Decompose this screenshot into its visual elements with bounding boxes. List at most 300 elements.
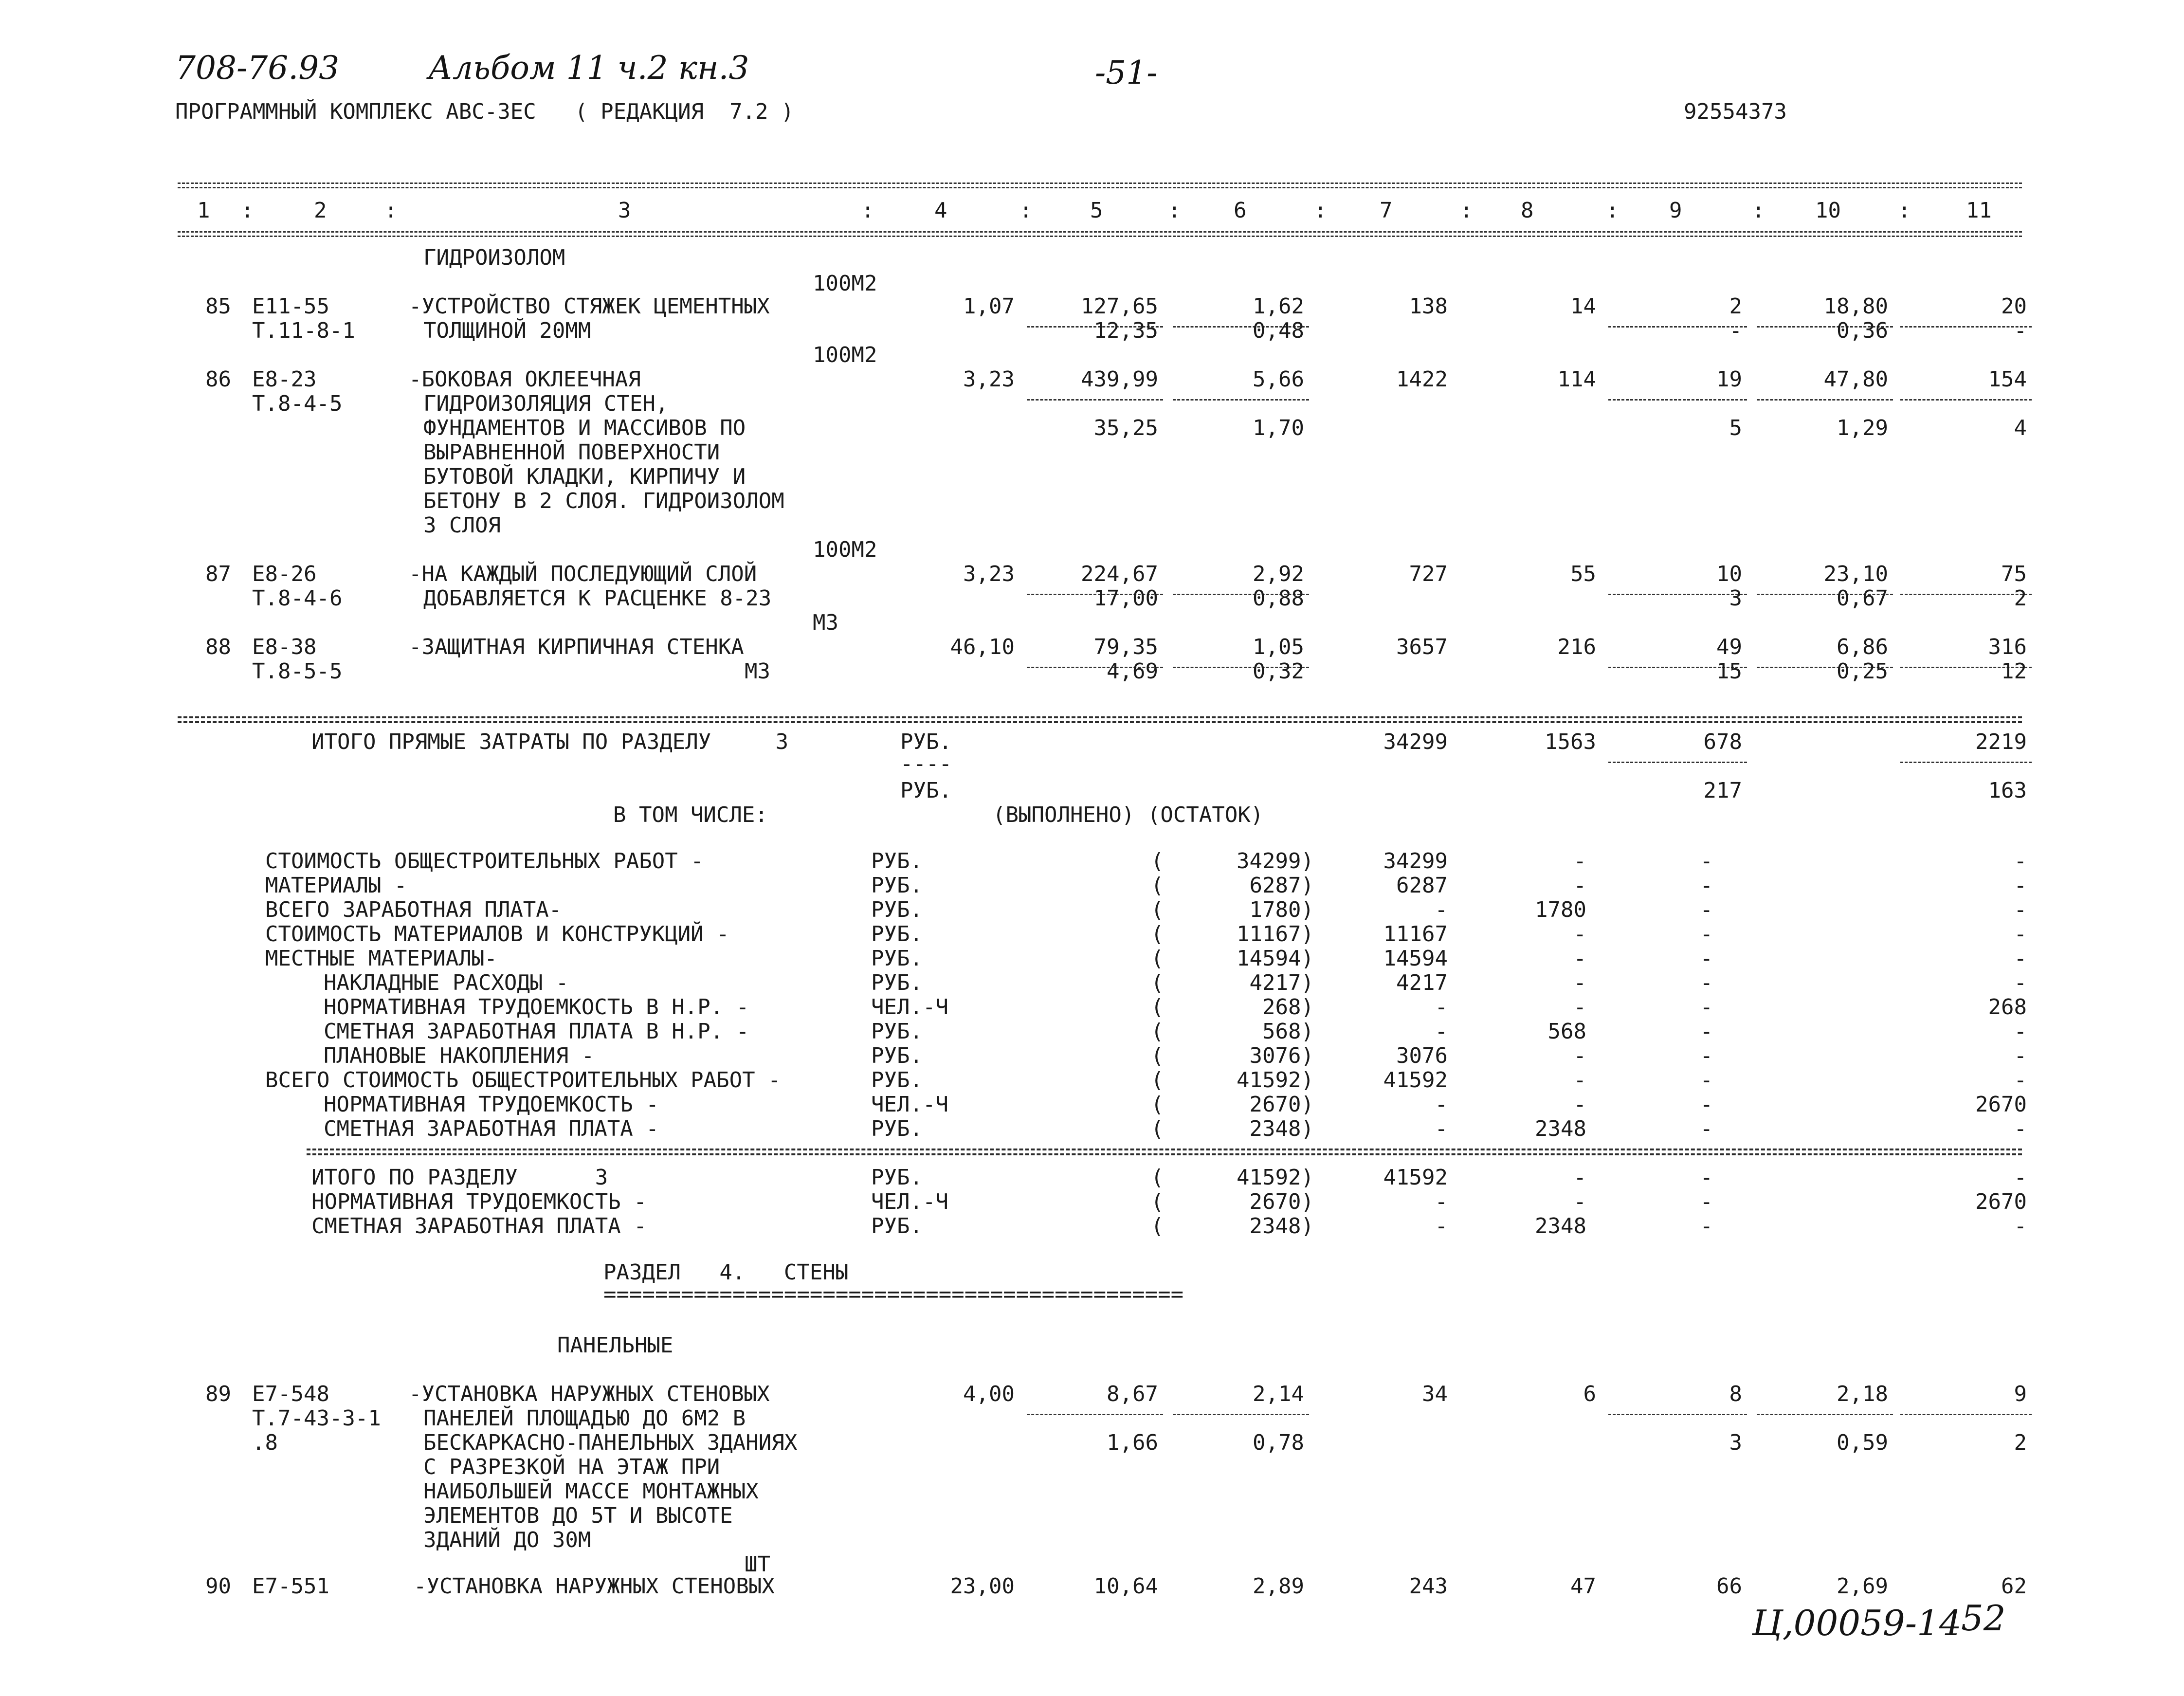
cell-c7: - (1435, 897, 1448, 922)
cell-c11: - (2014, 873, 2027, 898)
cell-c9: - (1700, 922, 1713, 947)
desc-line: ПАНЕЛЕЙ ПЛОЩАДЬЮ ДО 6М2 В (423, 1406, 746, 1431)
column-number: 11 (1966, 198, 1992, 223)
cell-c9: 66 (1716, 1574, 1742, 1599)
sub-rule (1757, 1414, 1893, 1415)
cell-c11: - (2014, 1019, 2027, 1044)
item-ref: Т.11-8-1 (252, 318, 355, 343)
item-ref: .8 (252, 1430, 278, 1455)
cell-c10: 47,80 (1823, 367, 1888, 392)
summary-unit: РУБ. (871, 970, 923, 995)
cell-c9: - (1700, 849, 1713, 874)
unit-label: 100М2 (813, 271, 877, 296)
summary-unit: ЧЕЛ.-Ч (871, 1092, 948, 1117)
cell-c5b: 4,69 (1107, 659, 1158, 684)
column-separator: : (1314, 198, 1327, 223)
column-number: 10 (1815, 198, 1841, 223)
paren: ( (1151, 873, 1164, 898)
desc-line: -УСТАНОВКА НАРУЖНЫХ СТЕНОВЫХ (414, 1574, 775, 1599)
cell-c11: 268 (1988, 995, 2027, 1020)
cell-c7: - (1435, 1189, 1448, 1214)
cell-c6b: 0,32 (1253, 659, 1304, 684)
cell-c8: 47 (1570, 1574, 1596, 1599)
summary-label: СМЕТНАЯ ЗАРАБОТНАЯ ПЛАТА В Н.Р. - (324, 1019, 749, 1044)
cell-c10b: 1,29 (1837, 416, 1888, 440)
column-separator: : (241, 198, 254, 223)
summary-label: СМЕТНАЯ ЗАРАБОТНАЯ ПЛАТА - (311, 1214, 647, 1239)
summary-done: 11167) (1237, 922, 1314, 947)
summary-unit: ЧЕЛ.-Ч (871, 1189, 948, 1214)
cell-c11: - (2014, 897, 2027, 922)
cell-c11: - (2014, 1068, 2027, 1093)
paren: ( (1151, 849, 1164, 874)
desc-line: -УСТРОЙСТВО СТЯЖЕК ЦЕМЕНТНЫХ (409, 294, 770, 319)
cell-c6b: 0,48 (1253, 318, 1304, 343)
cell-c5: 10,64 (1093, 1574, 1158, 1599)
cell-c6: 2,92 (1253, 562, 1304, 586)
program-title: ПРОГРАММНЫЙ КОМПЛЕКС АВС-3ЕС ( РЕДАКЦИЯ 7.2 ) (175, 99, 794, 124)
cell-c8: 1780 (1535, 897, 1586, 922)
cell-c6: 1,05 (1253, 635, 1304, 659)
cell-qty: 4,00 (963, 1382, 1015, 1406)
summary-label: НОРМАТИВНАЯ ТРУДОЕМКОСТЬ В Н.Р. - (324, 995, 749, 1020)
cell-c9: 19 (1716, 367, 1742, 392)
header-bottom-rule (178, 231, 2022, 237)
summary-done: 268) (1262, 995, 1314, 1020)
cell-c10: 23,10 (1823, 562, 1888, 586)
summary-done: 6287) (1249, 873, 1314, 898)
cell-qty: 1,07 (963, 294, 1015, 319)
summary-label: ВСЕГО СТОИМОСТЬ ОБЩЕСТРОИТЕЛЬНЫХ РАБОТ - (265, 1068, 781, 1093)
column-number: 2 (314, 198, 327, 223)
handwritten-stamp: Ц,00059-14 (1752, 1603, 1962, 1643)
column-separator: : (1168, 198, 1181, 223)
paren: ( (1151, 1116, 1164, 1141)
summary-label: МЕСТНЫЕ МАТЕРИАЛЫ- (265, 946, 497, 971)
cell-c7: - (1435, 995, 1448, 1020)
summary-unit: РУБ. (871, 922, 923, 947)
cell-c11: 2670 (1975, 1189, 2027, 1214)
cell-qty: 3,23 (963, 367, 1015, 392)
column-number: 5 (1090, 198, 1103, 223)
unit-label: 100М2 (813, 343, 877, 367)
cell-c8: 114 (1557, 367, 1596, 392)
desc-line: ТОЛЩИНОЙ 20ММ (423, 318, 591, 343)
cell-c9: - (1700, 1019, 1713, 1044)
summary-unit: РУБ. (871, 1068, 923, 1093)
summary-label: СТОИМОСТЬ ОБЩЕСТРОИТЕЛЬНЫХ РАБОТ - (265, 849, 704, 874)
cell-c5b: 12,35 (1093, 318, 1158, 343)
cell-c10b: 0,59 (1837, 1430, 1888, 1455)
column-separator: : (1019, 198, 1033, 223)
cell-c9: - (1700, 873, 1713, 898)
cell-c9b: 3 (1729, 1430, 1742, 1455)
desc-line: -ЗАЩИТНАЯ КИРПИЧНАЯ СТЕНКА (409, 635, 744, 659)
cell-c7: 11167 (1383, 922, 1448, 947)
desc-line: БЕСКАРКАСНО-ПАНЕЛЬНЫХ ЗДАНИЯХ (423, 1430, 798, 1455)
cell-c9b: 5 (1729, 416, 1742, 440)
summary-done: 2348) (1249, 1116, 1314, 1141)
cell-c11: 75 (2001, 562, 2027, 586)
cell-c8: - (1573, 995, 1586, 1020)
desc-line: 3 СЛОЯ (423, 513, 501, 538)
column-separator: : (861, 198, 874, 223)
summary-label: ВСЕГО ЗАРАБОТНАЯ ПЛАТА- (265, 897, 562, 922)
cell-c11: 316 (1988, 635, 2027, 659)
cell-c8: 216 (1557, 635, 1596, 659)
column-separator: : (384, 198, 398, 223)
sub-rule (1608, 594, 1747, 595)
summary-unit: РУБ. (871, 873, 923, 898)
unit-label: М3 (813, 610, 838, 635)
total-direct-label: ИТОГО ПРЯМЫЕ ЗАТРАТЫ ПО РАЗДЕЛУ 3 (311, 729, 789, 754)
cell-c11b: 163 (1988, 778, 2027, 803)
item-code: Е8-26 (252, 562, 317, 586)
cell-c11: 62 (2001, 1574, 2027, 1599)
cell-c7: 6287 (1396, 873, 1448, 898)
desc-line: ВЫРАВНЕННОЙ ПОВЕРХНОСТИ (423, 440, 720, 465)
cell-c8: 2348 (1535, 1214, 1586, 1239)
subsection-title: ПАНЕЛЬНЫЕ (557, 1333, 673, 1358)
cell-c6: 5,66 (1253, 367, 1304, 392)
item-number: 89 (205, 1382, 231, 1406)
paren: ( (1151, 946, 1164, 971)
cell-c8: 55 (1570, 562, 1596, 586)
cell-c8: - (1573, 1189, 1586, 1214)
item-number: 87 (205, 562, 231, 586)
sub-rule (1027, 399, 1163, 401)
item-code: Е11-55 (252, 294, 329, 319)
cell-c8: 2348 (1535, 1116, 1586, 1141)
summary-label: НАКЛАДНЫЕ РАСХОДЫ - (324, 970, 569, 995)
column-separator: : (1606, 198, 1619, 223)
cell-c7: 34299 (1383, 849, 1448, 874)
sub-rule (1608, 762, 1747, 763)
cell-c8: - (1573, 873, 1586, 898)
sub-rule (1757, 399, 1893, 401)
unit-label: ШТ (745, 1552, 770, 1577)
document-number: 92554373 (1684, 99, 1787, 124)
column-number: 1 (197, 198, 210, 223)
cell-c5: 224,67 (1081, 562, 1158, 586)
item-ref: Т.8-5-5 (252, 659, 343, 684)
paren: ( (1151, 1189, 1164, 1214)
cell-c9: - (1700, 1068, 1713, 1093)
cell-c5b: 35,25 (1093, 416, 1158, 440)
summary-label: НОРМАТИВНАЯ ТРУДОЕМКОСТЬ - (324, 1092, 659, 1117)
cell-c7: 727 (1409, 562, 1448, 586)
desc-line: БУТОВОЙ КЛАДКИ, КИРПИЧУ И (423, 464, 746, 489)
cell-c9: 49 (1716, 635, 1742, 659)
cell-c6: 1,62 (1253, 294, 1304, 319)
summary-unit: РУБ. (871, 849, 923, 874)
column-separator: : (1752, 198, 1765, 223)
desc-line: -УСТАНОВКА НАРУЖНЫХ СТЕНОВЫХ (409, 1382, 770, 1406)
cell-c7: - (1435, 1019, 1448, 1044)
paren: ( (1151, 995, 1164, 1020)
cell-c10: 18,80 (1823, 294, 1888, 319)
summary-label: ПЛАНОВЫЕ НАКОПЛЕНИЯ - (324, 1043, 595, 1068)
cell-qty: 23,00 (950, 1574, 1015, 1599)
cell-c8: 1563 (1545, 729, 1596, 754)
section-title: РАЗДЕЛ 4. СТЕНЫ (603, 1260, 849, 1285)
summary-unit: РУБ. (871, 1116, 923, 1141)
desc-line: НАИБОЛЬШЕЙ МАССЕ МОНТАЖНЫХ (423, 1479, 759, 1504)
desc-line: С РАЗРЕЗКОЙ НА ЭТАЖ ПРИ (423, 1455, 720, 1479)
cell-c11: - (2014, 849, 2027, 874)
desc-line: ЗДАНИЙ ДО 30М (423, 1528, 591, 1552)
section-rule (178, 721, 2022, 723)
cell-c11: - (2014, 970, 2027, 995)
cell-c10: 6,86 (1837, 635, 1888, 659)
summary-done: 41592) (1237, 1165, 1314, 1190)
item-code: Е7-548 (252, 1382, 329, 1406)
cell-c9: - (1700, 1214, 1713, 1239)
section-rule (307, 1149, 2022, 1150)
summary-done: 568) (1262, 1019, 1314, 1044)
cell-c9: - (1700, 970, 1713, 995)
cell-c9: 2 (1729, 294, 1742, 319)
paren: ( (1151, 922, 1164, 947)
summary-unit: РУБ. (871, 1214, 923, 1239)
cell-c7: - (1435, 1214, 1448, 1239)
cell-c11b: 2 (2014, 1430, 2027, 1455)
cell-c7: 243 (1409, 1574, 1448, 1599)
cell-c5b: 1,66 (1107, 1430, 1158, 1455)
cell-c6: 2,14 (1253, 1382, 1304, 1406)
cell-c7: 34 (1422, 1382, 1448, 1406)
summary-unit: РУБ. (871, 1019, 923, 1044)
cell-c7: 1422 (1396, 367, 1448, 392)
cell-c10b: 0,25 (1837, 659, 1888, 684)
summary-done: 34299) (1237, 849, 1314, 874)
desc-line: ГИДРОИЗОЛОМ (423, 245, 565, 270)
column-separator: : (1460, 198, 1473, 223)
summary-unit: РУБ. (871, 1165, 923, 1190)
column-number: 9 (1669, 198, 1682, 223)
sub-rule (1608, 326, 1747, 328)
sub-rule (1173, 399, 1309, 401)
cell-c11: 9 (2014, 1382, 2027, 1406)
paren: ( (1151, 897, 1164, 922)
cell-c11b: 2 (2014, 586, 2027, 611)
cell-c8: - (1573, 970, 1586, 995)
cell-c7: 138 (1409, 294, 1448, 319)
unit-dash: ---- (900, 751, 952, 776)
paren: ( (1151, 1043, 1164, 1068)
item-number: 88 (205, 635, 231, 659)
cell-c11: 2219 (1975, 729, 2027, 754)
item-ref: Т.8-4-5 (252, 391, 343, 416)
item-code: Е7-551 (252, 1574, 329, 1599)
cell-c11b: 12 (2001, 659, 2027, 684)
cell-c8: - (1573, 946, 1586, 971)
cell-c11: - (2014, 1214, 2027, 1239)
cell-c9: - (1700, 1189, 1713, 1214)
cell-c11: - (2014, 1043, 2027, 1068)
cell-c11b: 4 (2014, 416, 2027, 440)
summary-unit: ЧЕЛ.-Ч (871, 995, 948, 1020)
summary-label: ИТОГО ПО РАЗДЕЛУ 3 (311, 1165, 608, 1190)
section-rule (178, 716, 2022, 718)
paren: ( (1151, 1019, 1164, 1044)
cell-c11: - (2014, 922, 2027, 947)
paren: ( (1151, 970, 1164, 995)
sub-rule (1900, 1414, 2032, 1415)
cell-c8: - (1573, 849, 1586, 874)
cell-c9b: - (1729, 318, 1742, 343)
cell-c10: 2,18 (1837, 1382, 1888, 1406)
incl-label: В ТОМ ЧИСЛЕ: (613, 802, 768, 827)
cell-c10b: 0,67 (1837, 586, 1888, 611)
sub-rule (1900, 762, 2032, 763)
unit-label: М3 (745, 659, 770, 684)
cell-c11: 154 (1988, 367, 2027, 392)
summary-unit: РУБ. (871, 897, 923, 922)
cell-c5: 79,35 (1093, 635, 1158, 659)
cell-c9: - (1700, 1116, 1713, 1141)
cell-c8: - (1573, 922, 1586, 947)
unit: РУБ. (900, 778, 952, 803)
item-number: 86 (205, 367, 231, 392)
item-ref: Т.8-4-6 (252, 586, 343, 611)
section-underline: ============================================= (603, 1282, 1184, 1307)
handwritten-page-number: 52 (1961, 1598, 2006, 1639)
sub-rule (1900, 594, 2032, 595)
item-number: 90 (205, 1574, 231, 1599)
sub-rule (1900, 399, 2032, 401)
summary-label: НОРМАТИВНАЯ ТРУДОЕМКОСТЬ - (311, 1189, 647, 1214)
cell-c9: - (1700, 897, 1713, 922)
cell-c6b: 0,78 (1253, 1430, 1304, 1455)
cell-c8: - (1573, 1092, 1586, 1117)
cell-c9: 10 (1716, 562, 1742, 586)
cell-c11b: - (2014, 318, 2027, 343)
summary-label: СМЕТНАЯ ЗАРАБОТНАЯ ПЛАТА - (324, 1116, 659, 1141)
cell-c9: 8 (1729, 1382, 1742, 1406)
paren: ( (1151, 1214, 1164, 1239)
desc-line: БЕТОНУ В 2 СЛОЯ. ГИДРОИЗОЛОМ (423, 489, 784, 513)
desc-line: -БОКОВАЯ ОКЛЕЕЧНАЯ (409, 367, 641, 392)
cell-c8: 568 (1547, 1019, 1586, 1044)
column-number: 3 (618, 198, 631, 223)
unit-label: 100М2 (813, 537, 877, 562)
summary-label: СТОИМОСТЬ МАТЕРИАЛОВ И КОНСТРУКЦИЙ - (265, 922, 729, 947)
cell-c9: - (1700, 946, 1713, 971)
cell-c11: - (2014, 946, 2027, 971)
item-code: Е8-38 (252, 635, 317, 659)
column-number: 8 (1521, 198, 1534, 223)
sub-rule (1608, 399, 1747, 401)
cell-c11: - (2014, 1165, 2027, 1190)
sub-rule (1608, 1414, 1747, 1415)
cell-c9b: 217 (1703, 778, 1742, 803)
sub-rule (1027, 1414, 1163, 1415)
paren: ( (1151, 1092, 1164, 1117)
cell-c7: 3657 (1396, 635, 1448, 659)
summary-unit: РУБ. (871, 946, 923, 971)
sub-rule (1173, 1414, 1309, 1415)
cell-c7: 41592 (1383, 1068, 1448, 1093)
cell-c9: - (1700, 1092, 1713, 1117)
cell-c8: 14 (1570, 294, 1596, 319)
sub-rule (1900, 326, 2032, 328)
cell-c7: 34299 (1383, 729, 1448, 754)
cell-c7: - (1435, 1116, 1448, 1141)
column-number: 6 (1234, 198, 1247, 223)
cell-c7: 14594 (1383, 946, 1448, 971)
cell-c7: 3076 (1396, 1043, 1448, 1068)
desc-line: ГИДРОИЗОЛЯЦИЯ СТЕН, (423, 391, 669, 416)
cell-c9: - (1700, 1165, 1713, 1190)
cell-c8: - (1573, 1165, 1586, 1190)
cell-c8: - (1573, 1068, 1586, 1093)
summary-done: 2348) (1249, 1214, 1314, 1239)
column-number: 4 (934, 198, 947, 223)
cell-c11: - (2014, 1116, 2027, 1141)
paren: ( (1151, 1068, 1164, 1093)
desc-line: ФУНДАМЕНТОВ И МАССИВОВ ПО (423, 416, 746, 440)
summary-unit: РУБ. (871, 1043, 923, 1068)
summary-done: 3076) (1249, 1043, 1314, 1068)
cell-c6: 2,89 (1253, 1574, 1304, 1599)
cell-c8: 6 (1583, 1382, 1596, 1406)
handwritten-code: 708-76.93 (175, 49, 340, 87)
cell-c6b: 0,88 (1253, 586, 1304, 611)
summary-done: 2670) (1249, 1189, 1314, 1214)
desc-line: ДОБАВЛЯЕТСЯ К РАСЦЕНКЕ 8-23 (423, 586, 772, 611)
header-top-rule (178, 182, 2022, 188)
cell-c9b: 15 (1716, 659, 1742, 684)
cell-c6b: 1,70 (1253, 416, 1304, 440)
cell-c7: 41592 (1383, 1165, 1448, 1190)
column-number: 7 (1380, 198, 1393, 223)
cell-qty: 46,10 (950, 635, 1015, 659)
cell-c7: - (1435, 1092, 1448, 1117)
item-code: Е8-23 (252, 367, 317, 392)
cell-c9b: 3 (1729, 586, 1742, 611)
cell-c5: 439,99 (1081, 367, 1158, 392)
desc-line: -НА КАЖДЫЙ ПОСЛЕДУЮЩИЙ СЛОЙ (409, 562, 757, 586)
item-number: 85 (205, 294, 231, 319)
page-mark: -51- (1095, 54, 1158, 91)
summary-label: МАТЕРИАЛЫ - (265, 873, 407, 898)
summary-done: 14594) (1237, 946, 1314, 971)
cell-qty: 3,23 (963, 562, 1015, 586)
summary-done: 4217) (1249, 970, 1314, 995)
section-rule (307, 1153, 2022, 1155)
handwritten-album: Альбом 11 ч.2 кн.3 (428, 49, 749, 87)
summary-done: 41592) (1237, 1068, 1314, 1093)
summary-done: 1780) (1249, 897, 1314, 922)
desc-line: ЭЛЕМЕНТОВ ДО 5Т И ВЫСОТЕ (423, 1503, 733, 1528)
cell-c11: 2670 (1975, 1092, 2027, 1117)
unit: РУБ. (900, 729, 952, 754)
cell-c9: - (1700, 995, 1713, 1020)
cell-c9: 678 (1703, 729, 1742, 754)
cell-c10: 2,69 (1837, 1574, 1888, 1599)
paren: ( (1151, 1165, 1164, 1190)
summary-done: 2670) (1249, 1092, 1314, 1117)
cell-c11: 20 (2001, 294, 2027, 319)
cell-c9: - (1700, 1043, 1713, 1068)
cell-c5b: 17,00 (1093, 586, 1158, 611)
cell-c10b: 0,36 (1837, 318, 1888, 343)
column-separator: : (1898, 198, 1911, 223)
cell-c8: - (1573, 1043, 1586, 1068)
incl-header: (ВЫПОЛНЕНО) (ОСТАТОК) (993, 802, 1264, 827)
cell-c5: 127,65 (1081, 294, 1158, 319)
